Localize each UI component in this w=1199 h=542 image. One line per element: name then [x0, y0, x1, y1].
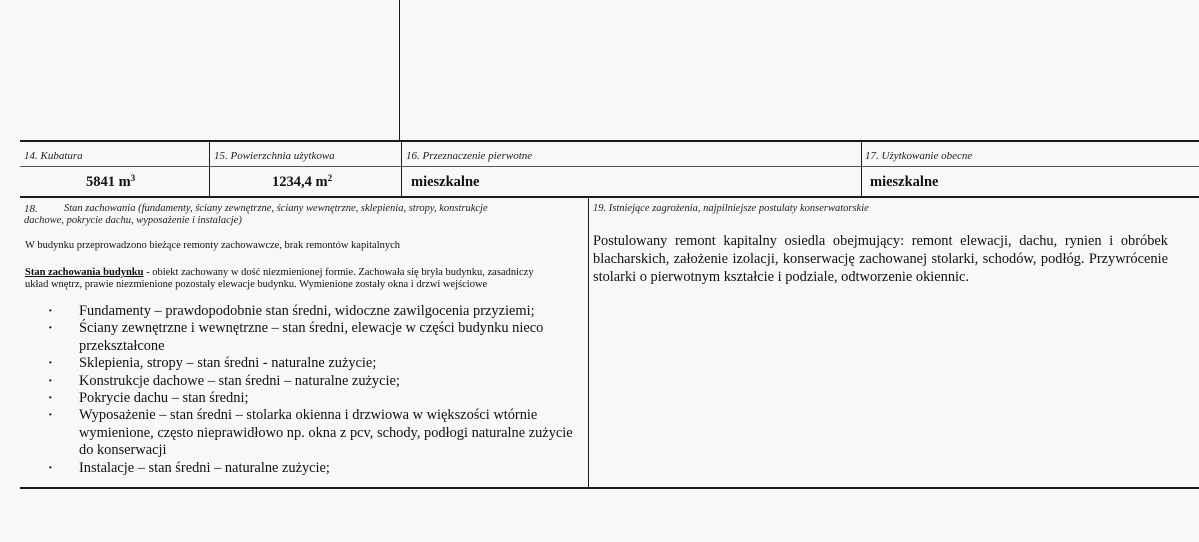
stan-zachowania-text-line2: układ wnętrz, prawie niezmienione pozostały elewacje budynku. Wymienione zostały okna i drzwi wejściowe: [25, 279, 488, 290]
kubatura-number: 5841 m: [86, 174, 131, 190]
section19-text: Postulowany remont kapitalny osiedla obejmujący: remont elewacji, dachu, rynien i obróbek blacharskich, założenie izolacji, konserwację zachowanej stolarki, schodów, podłóg. Przywrócenie stolarki o pierwotnym kształcie i podziale, odtworzenie okiennic.: [593, 233, 1168, 285]
table-bottom-border: [20, 487, 1199, 489]
uzytkowanie-label: 17. Użytkowanie obecne: [865, 150, 973, 162]
przeznaczenie-label: 16. Przeznaczenie pierwotne: [406, 150, 533, 162]
header-label-rule: [20, 166, 1199, 167]
stan-zachowania-paragraph: [25, 267, 580, 291]
section-divider: [588, 197, 589, 488]
list-item-sciany: · Ściany zewnętrzne i wewnętrzne – stan średni, elewacje w części budynku nieco przekształcone: [48, 320, 588, 355]
header-row-bottom-border: [20, 196, 1199, 198]
section19-label: 19. Istniejące zagrożenia, najpilniejsze postulaty konserwatorskie: [593, 203, 869, 214]
kubatura-value: [86, 174, 135, 191]
powierzchnia-value: [272, 174, 332, 191]
list-item-konstrukcje: · Konstrukcje dachowe – stan średni – naturalne zużycie;: [48, 373, 588, 390]
header-col-divider-1: [209, 141, 210, 198]
section18-label-line2: dachowe, pokrycie dachu, wyposażenie i instalacje): [24, 215, 242, 226]
condition-list: [48, 303, 588, 477]
powierzchnia-label: 15. Powierzchnia użytkowa: [214, 150, 335, 162]
powierzchnia-number: 1234,4 m: [272, 174, 328, 190]
remonty-text: W budynku przeprowadzono bieżące remonty zachowawcze, brak remontów kapitalnych: [25, 240, 401, 251]
section18-label-line1: Stan zachowania (fundamenty, ściany zewnętrzne, ściany wewnętrzne, sklepienia, stropy, konstrukcje: [64, 203, 488, 214]
powierzchnia-unit-exponent: 2: [327, 173, 333, 183]
table-top-border: [20, 140, 1199, 142]
kubatura-label: 14. Kubatura: [24, 150, 83, 162]
top-divider-line: [399, 0, 400, 141]
stan-zachowania-heading: Stan zachowania budynku: [25, 267, 144, 278]
list-item-pokrycie: · Pokrycie dachu – stan średni;: [48, 390, 588, 407]
header-col-divider-2: [401, 141, 402, 198]
list-item-fundamenty: · Fundamenty – prawdopodobnie stan średni, widoczne zawilgocenia przyziemi;: [48, 303, 588, 320]
section18-number: 18.: [24, 203, 38, 215]
przeznaczenie-value: mieszkalne: [411, 174, 480, 190]
list-item-wyposazenie: · Wyposażenie – stan średni – stolarka okienna i drzwiowa w większości wtórnie wymienione, często nieprawidłowo np. okna z pcv, schody, podłogi naturalne zużycie do konserwacji: [48, 407, 588, 459]
stan-zachowania-text-line1: - obiekt zachowany w dość niezmienionej formie. Zachowała się bryła budynku, zasadniczy: [143, 267, 534, 278]
kubatura-unit-exponent: 3: [130, 173, 136, 183]
list-item-sklepienia: · Sklepienia, stropy – stan średni - naturalne zużycie;: [48, 355, 588, 372]
list-item-instalacje: · Instalacje – stan średni – naturalne zużycie;: [48, 460, 588, 477]
uzytkowanie-value: mieszkalne: [870, 174, 939, 190]
header-col-divider-3: [861, 141, 862, 198]
